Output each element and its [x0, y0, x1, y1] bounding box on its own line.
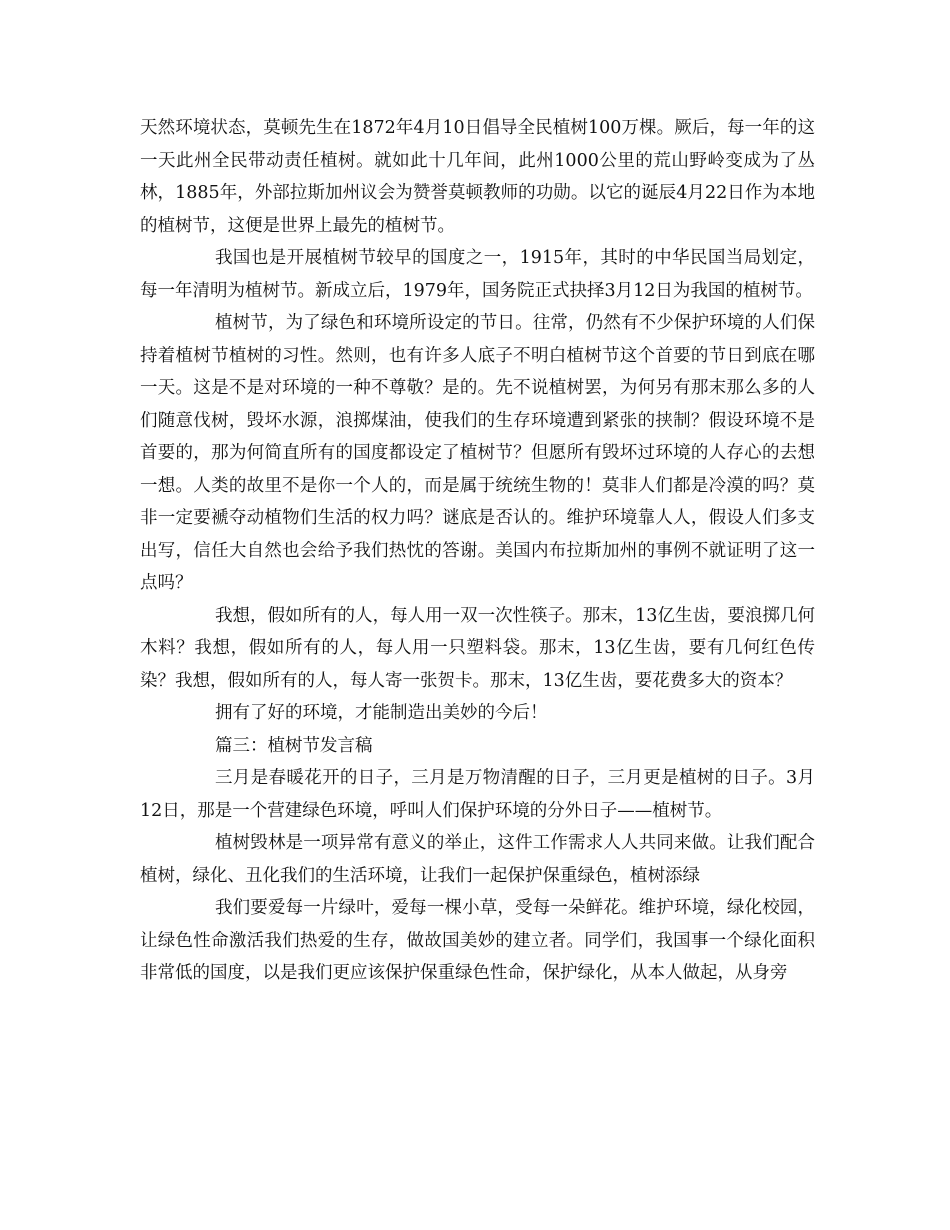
paragraph-2: 我国也是开展植树节较早的国度之一，1915年，其时的中华民国当局划定，每一年清明为植树节。新成立后，1979年，国务院正式抉择3月12日为我国的植树节。	[140, 248, 815, 301]
section-heading: 篇三：植树节发言稿	[215, 735, 373, 756]
paragraph-6: 三月是春暖花开的日子，三月是万物清醒的日子，三月更是植树的日子。3月12日，那是一个营建绿色环境，呼叫人们保护环境的分外日子——植树节。	[140, 768, 815, 821]
paragraph-8: 我们要爱每一片绿叶，爱每一棵小草，受每一朵鲜花。维护环境，绿化校园，让绿色性命激活我们热爱的生存，做故国美妙的建立者。同学们，我国事一个绿化面积非常低的国度，以是我们更应该保护保重绿色性命，保护绿化，从本人做起，从身旁	[140, 898, 815, 983]
paragraph-3: 植树节，为了绿色和环境所设定的节日。往常，仍然有不少保护环境的人们保持着植树节植树的习性。然则，也有许多人底子不明白植树节这个首要的节日到底在哪一天。这是不是对环境的一种不尊敬？是的。先不说植树罢，为何另有那末那么多的人们随意伐树，毁坏水源，浪掷煤油，使我们的生存环境遭到紧张的挟制？假设环境不是首要的，那为何简直所有的国度都设定了植树节？但愿所有毁坏过环境的人存心的去想一想。人类的故里不是你一个人的，而是属于统统生物的！莫非人们都是冷漠的吗？莫非一定要褫夺动植物们生活的权力吗？谜底是否认的。维护环境靠人人，假设人们多支出写，信任大自然也会给予我们热忱的答谢。美国内布拉斯加州的事例不就证明了这一点吗？	[140, 313, 815, 593]
paragraph-7: 植树毁林是一项异常有意义的举止，这件工作需求人人共同来做。让我们配合植树，绿化、丑化我们的生活环境，让我们一起保护保重绿色，植树添绿	[140, 833, 815, 886]
paragraph-4: 我想，假如所有的人，每人用一双一次性筷子。那末，13亿生齿，要浪掷几何木料？我想，假如所有的人，每人用一只塑料袋。那末，13亿生齿，要有几何红色传染？我想，假如所有的人，每人寄一张贺卡。那末，13亿生齿，要花费多大的资本？	[140, 605, 815, 691]
paragraph-1: 天然环境状态，莫顿先生在1872年4月10日倡导全民植树100万棵。厥后，每一年的这一天此州全民带动责任植树。就如此十几年间，此州1000公里的荒山野岭变成为了丛林，1885年，外部拉斯加州议会为赞誉莫顿教师的功勋。以它的诞辰4月22日作为本地的植树节，这便是世界上最先的植树节。	[140, 118, 815, 236]
paragraph-5: 拥有了好的环境，才能制造出美妙的今后！	[215, 703, 548, 723]
document-page	[140, 112, 815, 990]
